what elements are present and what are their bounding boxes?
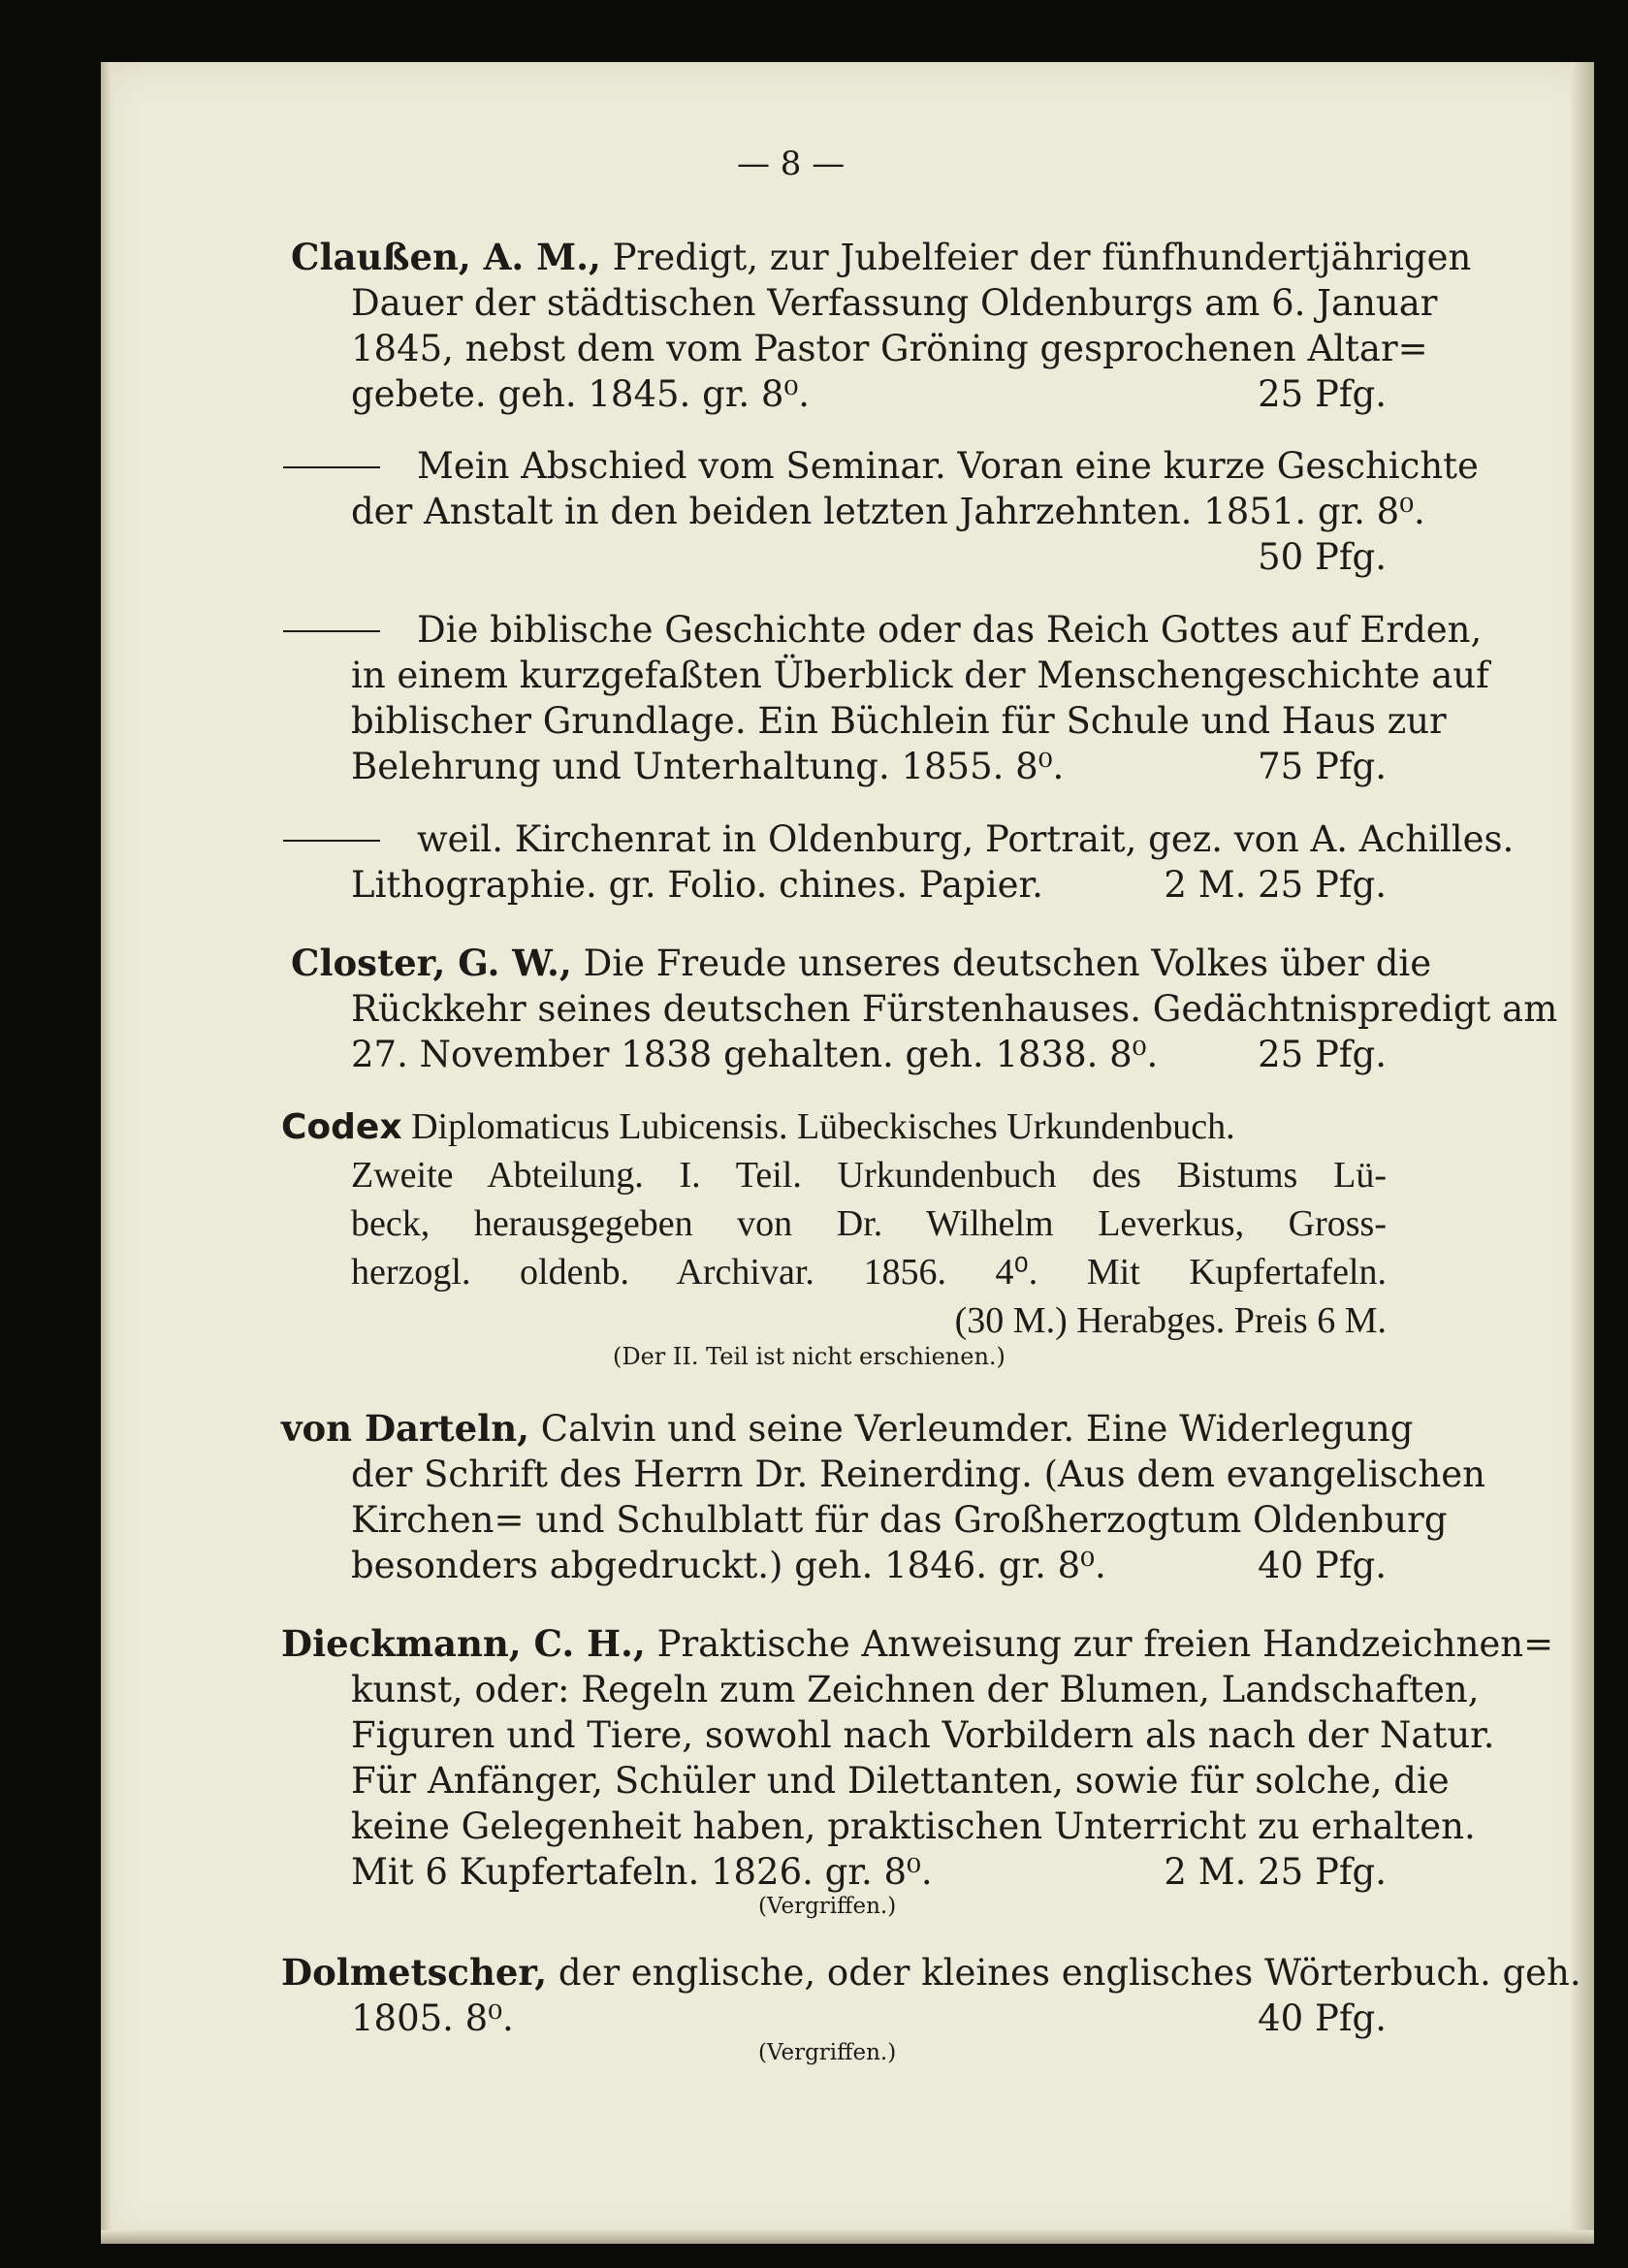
entry-note: (Vergriffen.) [758, 2040, 897, 2065]
entry-line: Dauer der städtischen Verfassung Oldenburgs am 6. Januar [351, 282, 1438, 324]
entry-line: Diplomaticus Lubicensis. Lübeckisches Urkundenbuch. [411, 1106, 1235, 1147]
entry-line: kunst, oder: Regeln zum Zeichnen der Blumen, Landschaften, [351, 1669, 1480, 1710]
entry-heading: von Darteln, [281, 1407, 529, 1450]
entry-price: 75 Pfg. [1258, 746, 1387, 787]
entry-line: Kirchen= und Schulblatt für das Großherzogtum Oldenburg [351, 1499, 1448, 1541]
entry-line: (30 M.) Herabges. Preis 6 M. [954, 1300, 1387, 1341]
entry-line: Belehrung und Unterhaltung. 1855. 8⁰. [351, 746, 1065, 787]
entry-price: 2 M. 25 Pfg. [1164, 1851, 1387, 1893]
entry-line: der englische, oder kleines englisches Wörterbuch. geh. [558, 1952, 1581, 1994]
entry-line: 1845, nebst dem vom Pastor Gröning gesprochenen Altar= [351, 328, 1428, 369]
entry-line: Predigt, zur Jubelfeier der fünfhundertjährigen [612, 237, 1472, 278]
entry-line: keine Gelegenheit haben, praktischen Unterricht zu erhalten. [351, 1805, 1476, 1847]
entry-note: (Vergriffen.) [758, 1894, 897, 1919]
entry-heading: Codex [281, 1107, 402, 1147]
entry-price: 2 M. 25 Pfg. [1164, 864, 1387, 906]
entry-line: Figuren und Tiere, sowohl nach Vorbildern als nach der Natur. [351, 1714, 1495, 1756]
page-number: — 8 — [737, 144, 846, 183]
entry-line: Für Anfänger, Schüler und Dilettanten, sowie für solche, die [351, 1760, 1450, 1802]
entry-line: der Anstalt in den beiden letzten Jahrzehnten. 1851. gr. 8⁰. [351, 491, 1425, 532]
entry-price: 40 Pfg. [1258, 1545, 1387, 1586]
entry-dieckmann [281, 1622, 1554, 1665]
entry-closter [291, 942, 1432, 984]
entry-line: in einem kurzgefaßten Überblick der Menschengeschichte auf [351, 655, 1489, 696]
entry-note: (Der II. Teil ist nicht erschienen.) [613, 1343, 1006, 1370]
entry-price: 50 Pfg. [1258, 536, 1387, 578]
entry-line: 1805. 8⁰. [351, 1997, 514, 2039]
entry-line: beck, herausgegeben von Dr. Wilhelm Leverkus, Gross- [351, 1203, 1387, 1244]
entry-line: gebete. geh. 1845. gr. 8⁰. [351, 373, 811, 415]
entry-line: Praktische Anweisung zur freien Handzeichnen= [656, 1623, 1554, 1665]
entry-line: weil. Kirchenrat in Oldenburg, Portrait, gez. von A. Achilles. [417, 818, 1515, 860]
entry-heading: Dieckmann, C. H., [281, 1622, 646, 1665]
entry-line: Mit 6 Kupfertafeln. 1826. gr. 8⁰. [351, 1851, 933, 1893]
entry-heading: Closter, G. W., [291, 942, 572, 984]
entry-line: Calvin und seine Verleumder. Eine Widerlegung [540, 1408, 1414, 1450]
entry-line: der Schrift des Herrn Dr. Reinerding. (Aus dem evangelischen [351, 1453, 1485, 1495]
entry-line: herzogl. oldenb. Archivar. 1856. 4⁰. Mit Kupfertafeln. [351, 1252, 1387, 1293]
entry-codex [281, 1108, 1387, 1145]
entry-line: Die biblische Geschichte oder das Reich Gottes auf Erden, [417, 609, 1483, 651]
entry-line: Mein Abschied vom Seminar. Voran eine kurze Geschichte [417, 445, 1479, 487]
ditto-dash [283, 466, 380, 468]
entry-heading: Claußen, A. M., [291, 236, 601, 278]
entry-dolmetscher [281, 1951, 1581, 1994]
entry-darteln [281, 1407, 1414, 1450]
entry-line: 27. November 1838 gehalten. geh. 1838. 8⁰. [351, 1034, 1159, 1075]
entry-claussen [291, 236, 1472, 278]
entry-line: Rückkehr seines deutschen Fürstenhauses. Gedächtnispredigt am [351, 988, 1558, 1030]
entry-line: Zweite Abteilung. I. Teil. Urkundenbuch des Bistums Lü- [351, 1155, 1387, 1196]
entry-line: Lithographie. gr. Folio. chines. Papier. [351, 864, 1043, 906]
entry-line: biblischer Grundlage. Ein Büchlein für Schule und Haus zur [351, 700, 1447, 742]
ditto-dash [283, 630, 380, 632]
entry-heading: Dolmetscher, [281, 1951, 548, 1994]
entry-price: 25 Pfg. [1258, 373, 1387, 415]
entry-price: 25 Pfg. [1258, 1034, 1387, 1075]
entry-line: besonders abgedruckt.) geh. 1846. gr. 8⁰. [351, 1545, 1106, 1586]
entry-price: 40 Pfg. [1258, 1997, 1387, 2039]
ditto-dash [283, 840, 380, 842]
entry-line: Die Freude unseres deutschen Volkes über die [583, 942, 1432, 984]
